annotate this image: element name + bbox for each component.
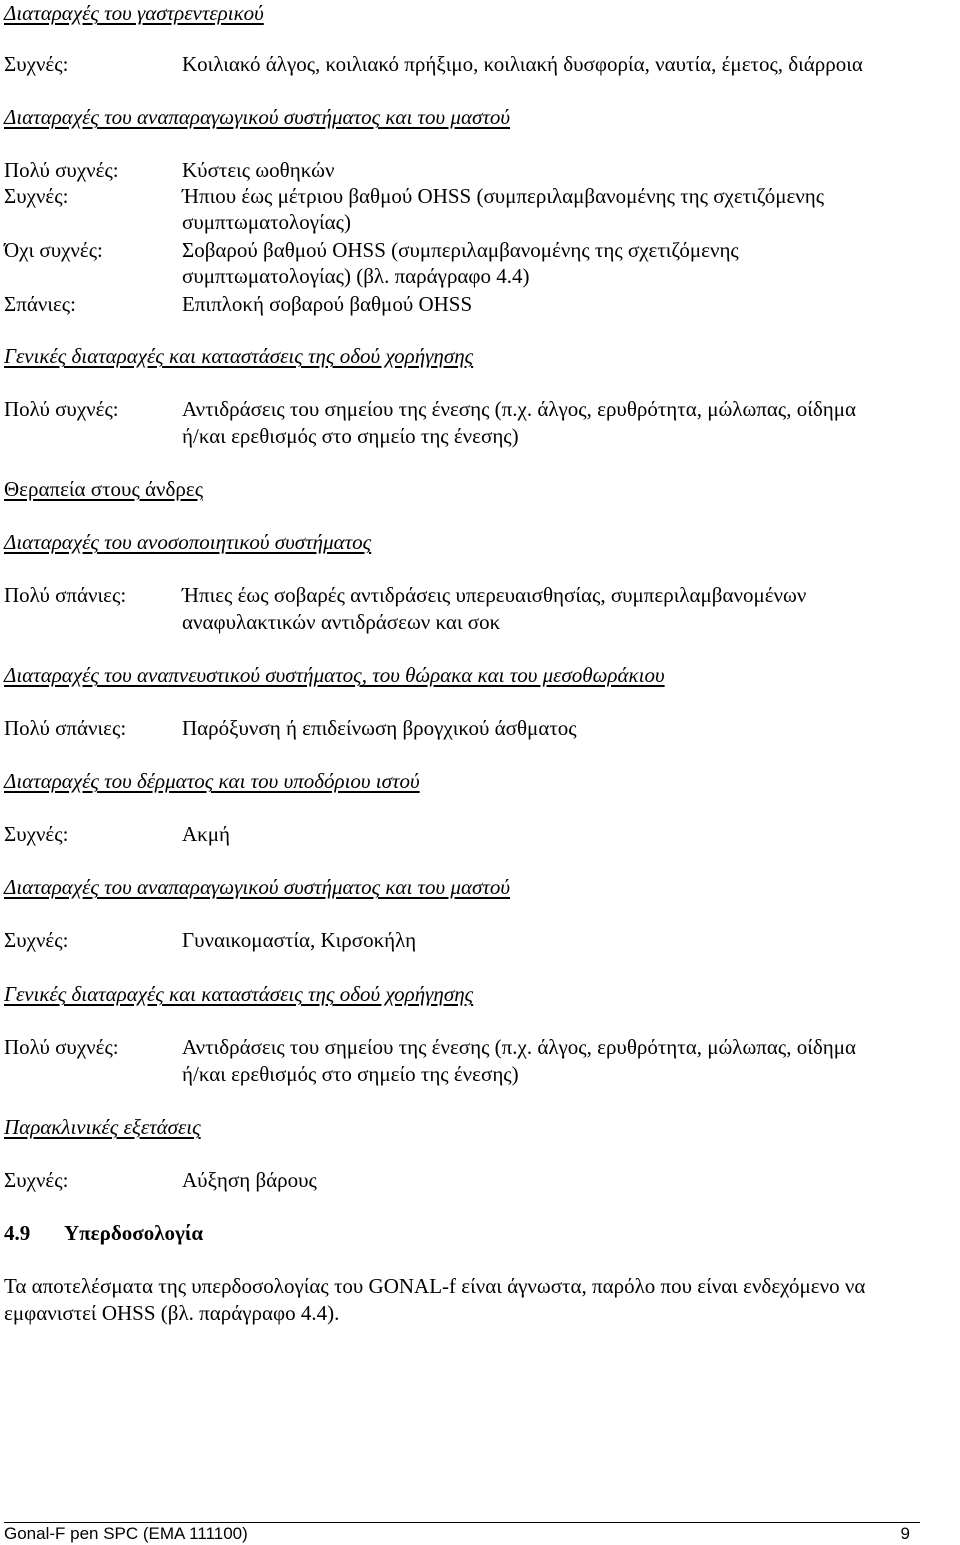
adverse-reaction-text: Γυναικομαστία, Κιρσοκήλη [182, 928, 417, 952]
frequency-label: Συχνές: [4, 822, 69, 846]
frequency-label: Όχι συχνές: [4, 238, 103, 262]
section-title-gastrointestinal: Διαταραχές του γαστρεντερικού [4, 1, 264, 25]
overdose-paragraph: Τα αποτελέσματα της υπερδοσολογίας του GONAL-f είναι άγνωστα, παρόλο που είναι ενδεχόμενο να εμφανιστεί OHSS (βλ. παράγραφο 4.4). [4, 1274, 866, 1325]
section-title-general-disorders: Γενικές διαταραχές και καταστάσεις της οδού χορήγησης [4, 344, 474, 368]
adverse-reaction-text: Αντιδράσεις του σημείου της ένεσης (π.χ. άλγος, ερυθρότητα, μώλωπας, οίδημα [182, 397, 857, 421]
frequency-label: Συχνές: [4, 52, 69, 76]
adverse-reaction-text: Αύξηση βάρους [182, 1168, 317, 1192]
frequency-label: Πολύ συχνές: [4, 1035, 119, 1059]
adverse-reaction-text: Σοβαρού βαθμού OHSS (συμπεριλαμβανομένης της σχετιζόμενης [182, 238, 739, 262]
subsection-title-men: Θεραπεία στους άνδρες [4, 477, 204, 501]
section-title-reproductive-men: Διαταραχές του αναπαραγωγικού συστήματος και του μαστού [4, 875, 511, 899]
section-title-immune: Διαταραχές του ανοσοποιητικού συστήματος [4, 530, 372, 554]
adverse-reaction-text-cont: συμπτωματολογίας) [182, 210, 351, 234]
frequency-label: Συχνές: [4, 1168, 69, 1192]
section-title-skin: Διαταραχές του δέρματος και του υποδόριου ιστού [4, 769, 420, 793]
footer-page-number: 9 [900, 1524, 910, 1543]
adverse-reaction-text-cont: συμπτωματολογίας) (βλ. παράγραφο 4.4) [182, 264, 530, 288]
frequency-label: Πολύ συχνές: [4, 158, 119, 182]
frequency-label: Συχνές: [4, 184, 69, 208]
adverse-reaction-text: Ακμή [182, 822, 230, 846]
adverse-reaction-text: Ήπιου έως μέτριου βαθμού OHSS (συμπεριλαμβανομένης της σχετιζόμενης [182, 184, 825, 208]
adverse-reaction-text: Επιπλοκή σοβαρού βαθμού OHSS [182, 292, 473, 316]
adverse-reaction-text-cont: ή/και ερεθισμός στο σημείο της ένεσης) [182, 1062, 519, 1086]
frequency-label: Πολύ σπάνιες: [4, 583, 127, 607]
frequency-label: Πολύ συχνές: [4, 397, 119, 421]
adverse-reaction-text: Κύστεις ωοθηκών [182, 158, 335, 182]
section-heading-overdose: Υπερδοσολογία [64, 1221, 204, 1245]
footer-document-id: Gonal-F pen SPC (EMA 111100) [4, 1524, 248, 1543]
adverse-reaction-text: Παρόξυνση ή επιδείνωση βρογχικού άσθματος [182, 716, 577, 740]
adverse-reaction-text: Αντιδράσεις του σημείου της ένεσης (π.χ. άλγος, ερυθρότητα, μώλωπας, οίδημα [182, 1035, 857, 1059]
frequency-label: Συχνές: [4, 928, 69, 952]
section-title-respiratory: Διαταραχές του αναπνευστικού συστήματος, του θώρακα και του μεσοθωράκιου [4, 663, 665, 687]
adverse-reaction-text-cont: αναφυλακτικών αντιδράσεων και σοκ [182, 610, 501, 634]
section-title-general-disorders-men: Γενικές διαταραχές και καταστάσεις της οδού χορήγησης [4, 982, 474, 1006]
adverse-reaction-text: Ήπιες έως σοβαρές αντιδράσεις υπερευαισθησίας, συμπεριλαμβανομένων [182, 583, 807, 607]
adverse-reaction-text: Κοιλιακό άλγος, κοιλιακό πρήξιμο, κοιλιακή δυσφορία, ναυτία, έμετος, διάρροια [182, 52, 863, 76]
section-number: 4.9 [4, 1221, 31, 1245]
frequency-label: Πολύ σπάνιες: [4, 716, 127, 740]
footer-divider [4, 1522, 920, 1523]
section-title-reproductive: Διαταραχές του αναπαραγωγικού συστήματος και του μαστού [4, 105, 511, 129]
frequency-label: Σπάνιες: [4, 292, 76, 316]
adverse-reaction-text-cont: ή/και ερεθισμός στο σημείο της ένεσης) [182, 424, 519, 448]
section-title-investigations: Παρακλινικές εξετάσεις [4, 1115, 201, 1139]
